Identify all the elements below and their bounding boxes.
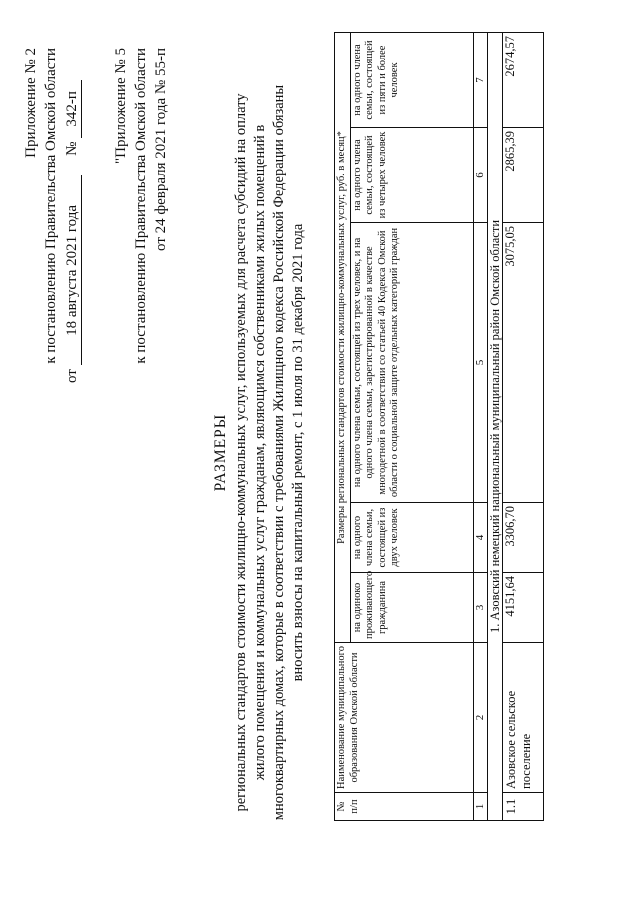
title-line-1: региональных стандартов стоимости жилищно-коммунальных услуг, используемых для расчета субсидий на оплату [233,93,249,812]
standards-table [334,32,544,821]
document-heading: РАЗМЕРЫ [212,413,229,492]
index-cell-3: 3 [473,573,487,643]
appendix-5-title: "Приложение № 5 [113,48,129,164]
row-municipality-name: Азовское сельское поселение [503,643,544,793]
decree-date: 18 августа 2021 года [63,175,82,365]
header-col-name: Наименование муниципального образования Омской области [335,643,474,793]
header-col-6: на одного члена семьи, состоящей из четырех человек [350,128,473,223]
header-col-5: на одного члена семьи, состоящей из трех человек, и на одного члена семьи, зарегистрированной в качестве многодетной в соответствии со статьей 40 Кодекса Омской области о социальной защите отдельных категорий граждан [350,223,473,503]
header-col-7: на одного члена семьи, состоящей из пяти и более человек [350,33,473,128]
header-col-no: № п/п [335,793,474,821]
section-title: 1. Азовский немецкий национальный муниципальный район Омской области [487,33,503,821]
appendix-2-title: Приложение № 2 [23,48,39,158]
index-cell-7: 7 [473,33,487,128]
title-line-4: вносить взносы на капитальный ремонт, с 1 июля по 31 декабря 2021 года [290,223,306,682]
appendix-5-decree-line: к постановлению Правительства Омской области [133,48,149,364]
index-cell-5: 5 [473,223,487,503]
decree-number: 342-п [63,80,82,138]
appendix-5-date-line: от 24 февраля 2021 года № 55-п [153,48,169,251]
row-value-6: 2865,39 [503,128,544,223]
title-line-2: жилого помещения и коммунальных услуг гражданам, являющимся собственниками жилых помещений в [252,124,268,781]
table-index-row [473,33,487,821]
index-cell-2: 2 [473,643,487,793]
row-value-3: 4151,64 [503,573,544,643]
section-row [487,33,503,821]
index-cell-6: 6 [473,128,487,223]
row-number: 1.1 [503,793,544,821]
table-header-row [335,33,351,821]
row-value-5: 3075,05 [503,223,544,503]
appendix-2-date-line [63,80,82,383]
table-row [503,33,544,821]
row-value-7: 2674,57 [503,33,544,128]
header-col-3: на одиноко проживающего гражданина [350,573,473,643]
title-line-3: многоквартирных домах, которые в соответствии с требованиями Жилищного кодекса Российской Федерации обязаны [271,84,287,821]
number-sign: № [64,141,80,156]
index-cell-1: 1 [473,793,487,821]
header-col-4: на одного члена семьи, состоящей из двух человек [350,503,473,573]
row-value-4: 3306,70 [503,503,544,573]
index-cell-4: 4 [473,503,487,573]
header-col-group: Размеры региональных стандартов стоимости жилищно-коммунальных услуг, руб. в месяц* [335,33,351,643]
appendix-2-decree-line: к постановлению Правительства Омской области [43,48,59,364]
date-prefix: от [64,369,80,383]
